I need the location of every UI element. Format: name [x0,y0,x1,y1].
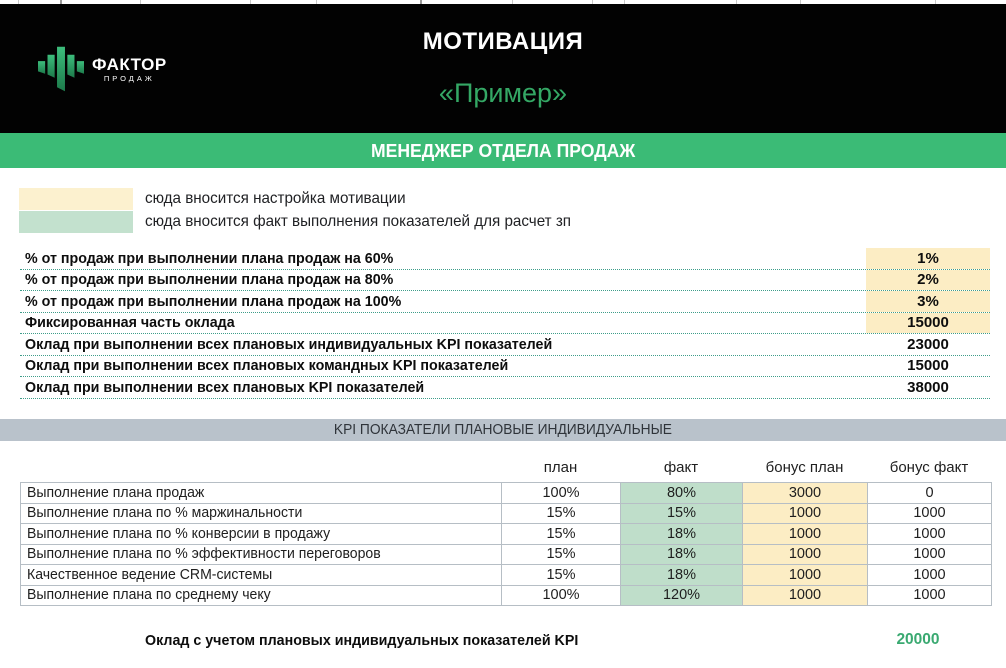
kpi-bonus-fact-cell: 0 [868,483,992,504]
settings-label-text: Оклад при выполнении всех плановых индивидуальных KPI показателей [25,335,553,353]
kpi-table [20,482,992,606]
legend [19,187,593,233]
kpi-plan-cell: 15% [502,544,621,565]
kpi-bonus-fact-cell: 1000 [868,503,992,524]
kpi-bonus-plan-cell[interactable]: 1000 [743,565,868,586]
settings-value-cell: 23000 [907,335,949,353]
page-subtitle: «Пример» [438,78,568,108]
kpi-label-text: Выполнение плана по % эффективности переговоров [27,546,381,563]
settings-label-text: Оклад при выполнении всех плановых командных KPI показателей [25,357,509,375]
legend-label: сюда вносится факт выполнения показателей для расчет зп [145,212,572,230]
footer-label-text: Оклад с учетом плановых индивидуальных показателей KPI [145,632,579,649]
footer-value: 20000 [896,631,940,648]
settings-table [20,248,990,399]
role-banner-label: МЕНЕДЖЕР ОТДЕЛА ПРОДАЖ [370,140,636,161]
kpi-label-cell [21,524,502,545]
kpi-label-cell [21,585,502,606]
legend-label: сюда вносится настройка мотивации [145,189,406,207]
kpi-bonus-plan-cell[interactable]: 1000 [743,524,868,545]
kpi-bonus-plan-cell[interactable]: 1000 [743,544,868,565]
kpi-row [21,524,992,545]
kpi-bonus-fact-cell: 1000 [868,524,992,545]
kpi-bonus-plan-cell[interactable]: 1000 [743,585,868,606]
kpi-bonus-fact-cell: 1000 [868,585,992,606]
settings-row [20,334,990,356]
kpi-row [21,544,992,565]
kpi-label-text: Выполнение плана продаж [27,484,205,501]
settings-value-cell[interactable]: 3% [866,291,990,312]
kpi-label-text: Выполнение плана по % конверсии в продажу [27,525,331,542]
settings-row [20,356,990,378]
settings-row [20,377,990,399]
kpi-plan-cell: 100% [502,483,621,504]
kpi-plan-cell: 15% [502,524,621,545]
role-banner [0,133,1006,168]
legend-item [19,210,593,233]
settings-row [20,313,990,335]
kpi-fact-cell[interactable]: 15% [621,503,743,524]
settings-value-cell[interactable]: 15000 [866,313,990,334]
settings-label [20,248,866,269]
logo-title: ФАКТОР [92,54,167,74]
settings-label [20,313,866,334]
page-title: МОТИВАЦИЯ [422,28,584,55]
kpi-row [21,503,992,524]
settings-value-cell[interactable]: 2% [866,270,990,291]
kpi-fact-cell[interactable]: 120% [621,585,743,606]
settings-label [20,377,866,398]
settings-row [20,291,990,313]
settings-label-text: % от продаж при выполнении плана продаж на 60% [25,249,394,267]
kpi-fact-cell[interactable]: 18% [621,565,743,586]
kpi-label-text: Качественное ведение CRM-системы [27,566,273,583]
kpi-column-header: бонус факт [889,459,969,476]
kpi-row [21,565,992,586]
kpi-bonus-plan-cell[interactable]: 3000 [743,483,868,504]
settings-label-text: Фиксированная часть оклада [25,314,235,332]
settings-label-text: Оклад при выполнении всех плановых KPI показателей [25,378,425,396]
kpi-label-cell [21,483,502,504]
settings-value-cell: 38000 [907,378,949,396]
kpi-column-header: бонус план [765,459,844,476]
kpi-column-headers [0,459,1006,479]
settings-label [20,356,866,377]
legend-color-swatch [19,188,133,210]
legend-item [19,187,593,210]
kpi-plan-cell: 15% [502,503,621,524]
settings-label-text: % от продаж при выполнении плана продаж на 80% [25,271,394,289]
logo-subtitle: ПРОДАЖ [103,73,155,83]
kpi-column-header: факт [663,459,699,476]
settings-value-cell: 15000 [907,357,949,375]
kpi-plan-cell: 15% [502,565,621,586]
kpi-label-text: Выполнение плана по среднему чеку [27,587,271,604]
legend-color-swatch [19,211,133,233]
settings-label [20,334,866,355]
kpi-label-text: Выполнение плана по % маржинальности [27,505,303,522]
settings-value-cell[interactable]: 1% [866,248,990,269]
settings-row [20,248,990,270]
settings-row [20,270,990,292]
kpi-bonus-plan-cell[interactable]: 1000 [743,503,868,524]
kpi-bonus-fact-cell: 1000 [868,544,992,565]
settings-label [20,291,866,312]
kpi-bonus-fact-cell: 1000 [868,565,992,586]
kpi-plan-cell: 100% [502,585,621,606]
kpi-label-cell [21,503,502,524]
app-header [0,4,1006,133]
kpi-label-cell [21,544,502,565]
kpi-row [21,585,992,606]
kpi-row [21,483,992,504]
settings-label-text: % от продаж при выполнении плана продаж на 100% [25,292,402,310]
settings-label [20,270,866,291]
kpi-label-cell [21,565,502,586]
kpi-section-banner-label: KPI ПОКАЗАТЕЛИ ПЛАНОВЫЕ ИНДИВИДУАЛЬНЫЕ [333,422,673,438]
kpi-column-header: план [543,459,578,476]
kpi-table-body [21,483,992,606]
footer-label [145,632,601,649]
kpi-fact-cell[interactable]: 18% [621,544,743,565]
kpi-fact-cell[interactable]: 80% [621,483,743,504]
kpi-section-banner [0,419,1006,441]
kpi-fact-cell[interactable]: 18% [621,524,743,545]
